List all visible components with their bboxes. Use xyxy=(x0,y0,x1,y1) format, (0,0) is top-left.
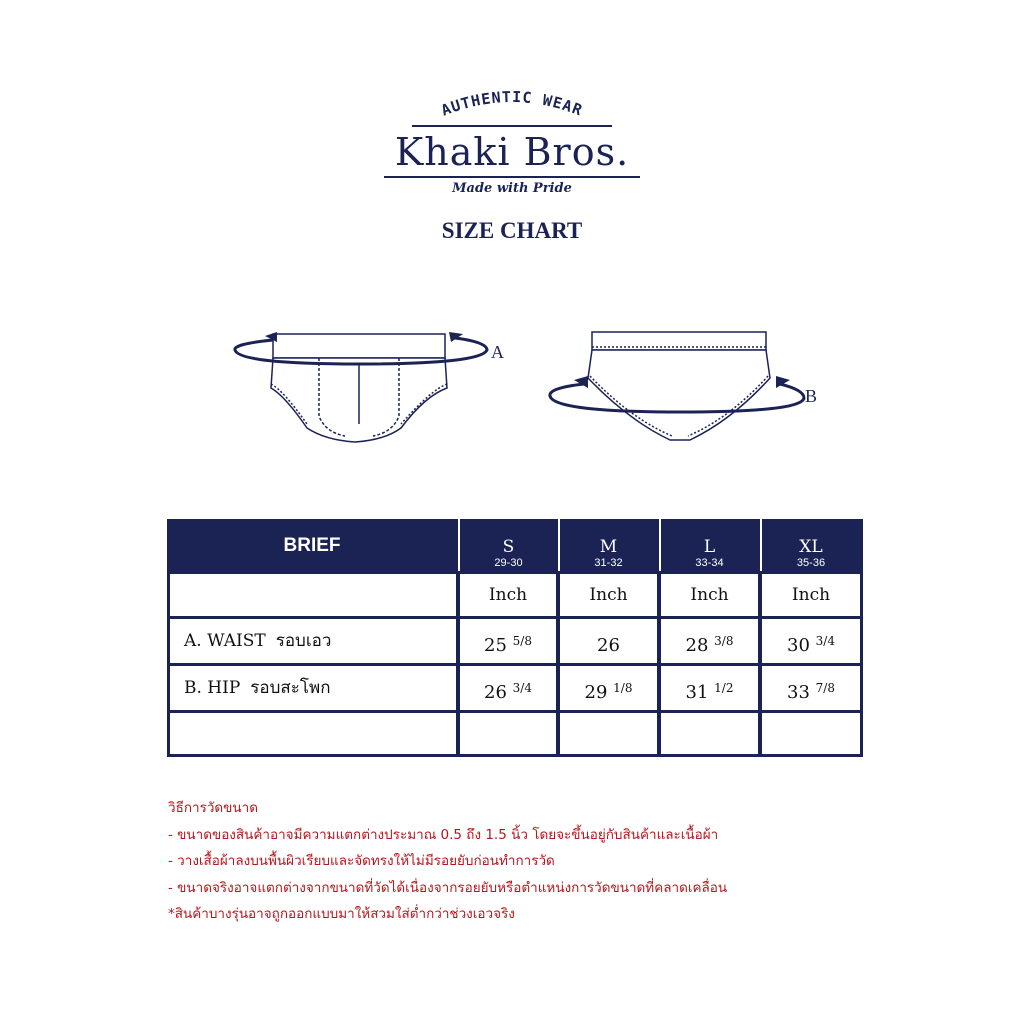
table-row-hip-label xyxy=(170,666,456,710)
logo-rule-top xyxy=(412,125,612,127)
table-row-waist-label xyxy=(170,619,456,663)
empty-cell xyxy=(661,713,758,754)
empty-cell xyxy=(560,713,657,754)
table-title: BRIEF xyxy=(283,535,341,556)
row-label: A. WAIST xyxy=(184,631,266,651)
size-header-m xyxy=(560,519,657,571)
hip-value-l: 31 $^{1/2}$ xyxy=(661,666,758,710)
hip-value-xl: 33 $^{7/8}$ xyxy=(762,666,860,710)
waist-value-xl: 30 $^{3/4}$ xyxy=(762,619,860,663)
empty-cell xyxy=(460,713,556,754)
note-item: - วางเสื้อผ้าลงบนพื้นผิวเรียบและจัดทรงให้ไม่มีรอยยับก่อนทำการวัด xyxy=(168,853,555,869)
brief-front-diagram xyxy=(225,320,525,460)
units-label-cell xyxy=(170,574,456,616)
svg-text:AUTHENTIC WEAR xyxy=(439,88,586,120)
size-range: 35-36 xyxy=(796,557,826,569)
size-letter: L xyxy=(703,537,716,557)
hip-value-s: 26 $^{3/4}$ xyxy=(460,666,556,710)
table-title-cell xyxy=(167,519,457,571)
size-header-xl xyxy=(762,519,860,571)
size-letter: XL xyxy=(799,537,823,557)
empty-cell xyxy=(762,713,860,754)
size-table xyxy=(167,519,863,757)
size-range: 29-30 xyxy=(494,557,523,569)
measurement-notes xyxy=(168,795,868,928)
notes-heading: วิธีการวัดขนาด xyxy=(168,800,258,816)
unit-cell: Inch xyxy=(762,574,860,616)
size-range: 33-34 xyxy=(695,557,724,569)
unit-cell: Inch xyxy=(661,574,758,616)
row-label-thai: รอบสะโพก xyxy=(250,678,331,698)
empty-cell xyxy=(170,713,456,754)
hip-label: B xyxy=(805,386,818,406)
unit-cell: Inch xyxy=(460,574,556,616)
row-label-thai: รอบเอว xyxy=(275,631,332,651)
waist-value-s: 25 $^{5/8}$ xyxy=(460,619,556,663)
hip-value-m: 29 $^{1/8}$ xyxy=(560,666,657,710)
note-item: - ขนาดจริงอาจแตกต่างจากขนาดที่วัดได้เนื่องจากรอยยับหรือตำแหน่งการวัดขนาดที่คลาดเคลื่อน xyxy=(168,879,728,896)
brief-back-diagram xyxy=(540,320,840,460)
size-letter: S xyxy=(502,537,515,557)
unit-cell: Inch xyxy=(560,574,657,616)
row-label: B. HIP xyxy=(184,678,241,698)
size-chart-title: SIZE CHART xyxy=(441,218,583,243)
brand-tagline: Made with Pride xyxy=(452,181,572,196)
note-item: *สินค้าบางรุ่นอาจถูกออกแบบมาให้สวมใส่ต่ำกว่าช่วงเอวจริง xyxy=(168,906,515,922)
waist-label: A xyxy=(491,342,504,362)
brand-name: Khaki Bros. xyxy=(394,130,630,174)
size-header-s xyxy=(460,519,557,571)
arch-text: AUTHENTIC WEAR xyxy=(438,87,586,120)
logo-arch-text xyxy=(412,80,612,130)
waist-value-m: 26 xyxy=(560,619,657,663)
size-header-l xyxy=(661,519,758,571)
logo-rule-bottom xyxy=(384,176,640,178)
note-item: - ขนาดของสินค้าอาจมีความแตกต่างประมาณ 0.5 ถึง 1.5 นิ้ว โดยจะขึ้นอยู่กับสินค้าและเนื้อผ้า xyxy=(168,826,719,843)
waist-value-l: 28 $^{3/8}$ xyxy=(661,619,758,663)
size-letter: M xyxy=(599,537,618,557)
size-range: 31-32 xyxy=(594,557,623,569)
